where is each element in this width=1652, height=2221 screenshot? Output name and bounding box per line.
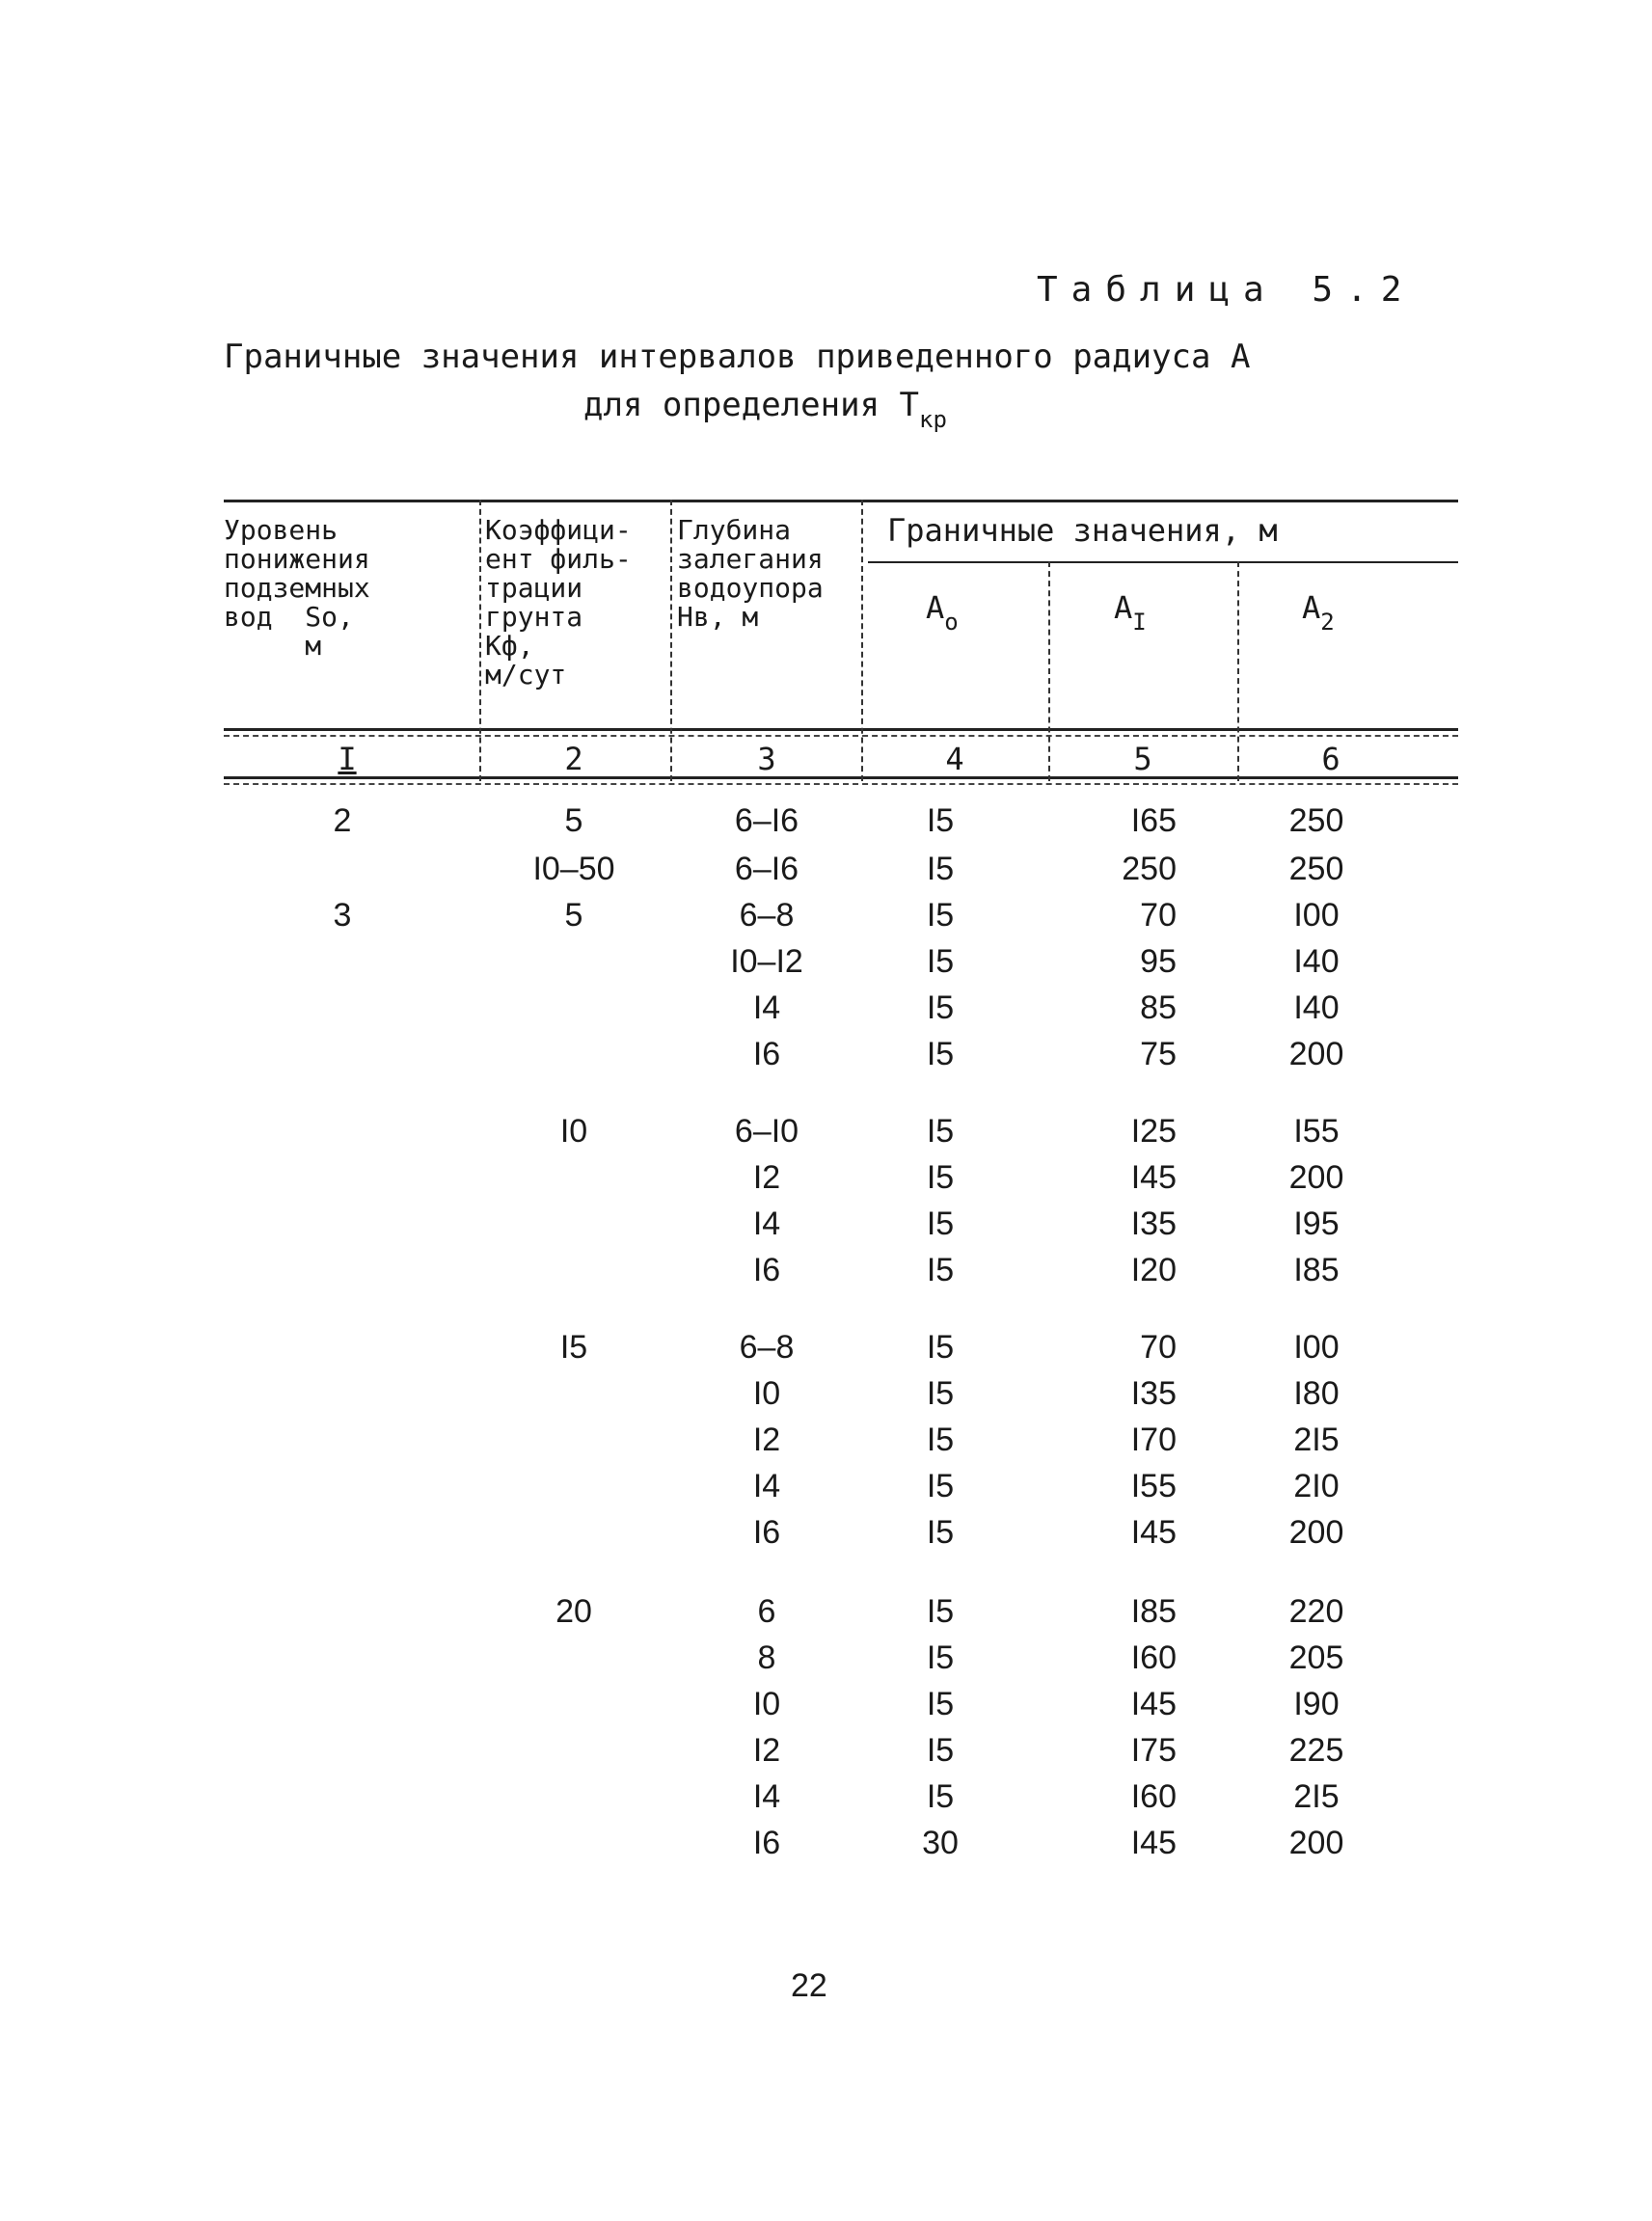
header-boundary-values: Граничные значения, м <box>887 512 1278 549</box>
cell-depth: I4 <box>752 1778 781 1815</box>
cell-depth: I4 <box>752 989 781 1026</box>
cell-a0: I5 <box>926 1778 955 1815</box>
cell-depth: I4 <box>752 1205 781 1242</box>
cell-filtration: 5 <box>564 897 583 934</box>
colnum-bottom-rule <box>224 776 1458 779</box>
cell-depth: I0–I2 <box>730 943 803 980</box>
cell-a2: 200 <box>1288 1514 1344 1551</box>
header-bottom-rule-2 <box>224 735 1458 737</box>
vrule-1 <box>479 500 481 781</box>
cell-a2: I85 <box>1293 1252 1340 1288</box>
colnum-3: 3 <box>757 741 776 777</box>
cell-a1: 75 <box>1140 1036 1177 1072</box>
title-prefix: для определения Т <box>583 386 919 424</box>
header-depth: Глубина залегания водоупора Нв, м <box>677 514 824 633</box>
cell-depth: I6 <box>752 1825 781 1861</box>
colnum-6: 6 <box>1321 741 1341 777</box>
cell-a0: I5 <box>926 1468 955 1504</box>
cell-a0: I5 <box>926 1514 955 1551</box>
cell-a0: I5 <box>926 1375 955 1412</box>
cell-a0: I5 <box>926 1205 955 1242</box>
cell-a1: I65 <box>1130 802 1177 839</box>
table-title-line2 <box>583 386 947 433</box>
cell-depth: 6–I6 <box>734 851 799 887</box>
cell-a0: 30 <box>922 1825 959 1861</box>
cell-a0: I5 <box>926 1422 955 1458</box>
cell-a1: I60 <box>1130 1778 1177 1815</box>
cell-a0: I5 <box>926 1252 955 1288</box>
cell-a1: 70 <box>1140 897 1177 934</box>
cell-filtration: 20 <box>555 1593 592 1630</box>
cell-a0: I5 <box>926 1593 955 1630</box>
cell-depth: 8 <box>757 1639 776 1676</box>
title-subscript: кр <box>919 406 947 433</box>
cell-filtration: I0–50 <box>532 851 615 887</box>
cell-a0: I5 <box>926 897 955 934</box>
header-filtration: Коэффици- ент филь- трации грунта Кф, м/сут <box>485 514 632 691</box>
vrule-4 <box>1048 561 1050 781</box>
header-a1: $А_I$ <box>1114 589 1147 636</box>
cell-depth: 6–I6 <box>734 802 799 839</box>
cell-filtration: 5 <box>564 802 583 839</box>
cell-a2: 200 <box>1288 1825 1344 1861</box>
table-top-rule <box>224 500 1458 502</box>
cell-a2: 220 <box>1288 1593 1344 1630</box>
cell-a1: 85 <box>1140 989 1177 1026</box>
cell-a1: I35 <box>1130 1375 1177 1412</box>
cell-a2: 200 <box>1288 1036 1344 1072</box>
header-a2: $А_2$ <box>1302 589 1335 636</box>
cell-a1: 250 <box>1122 851 1177 887</box>
cell-filtration: I5 <box>559 1329 588 1366</box>
cell-a0: I5 <box>926 1639 955 1676</box>
cell-depth: 6–8 <box>739 897 795 934</box>
table-title: Граничные значения интервалов приведенного радиуса А <box>224 338 1251 376</box>
cell-a2: I55 <box>1293 1113 1340 1150</box>
cell-a1: I25 <box>1130 1113 1177 1150</box>
cell-depth: I2 <box>752 1159 781 1196</box>
colnum-4: 4 <box>945 741 964 777</box>
colnum-1: I <box>338 741 357 777</box>
cell-a0: I5 <box>926 1036 955 1072</box>
cell-a0: I5 <box>926 851 955 887</box>
table-label: Таблица 5.2 <box>1037 270 1416 310</box>
colnum-2: 2 <box>564 741 583 777</box>
header-level: Уровень понижения подземных вод So, м <box>224 514 370 662</box>
cell-a1: I85 <box>1130 1593 1177 1630</box>
cell-a2: 200 <box>1288 1159 1344 1196</box>
cell-a1: I60 <box>1130 1639 1177 1676</box>
cell-a2: 2I5 <box>1293 1422 1340 1458</box>
cell-depth: 6–8 <box>739 1329 795 1366</box>
cell-a1: I20 <box>1130 1252 1177 1288</box>
cell-depth: 6–I0 <box>734 1113 799 1150</box>
cell-a0: I5 <box>926 989 955 1026</box>
cell-a1: I45 <box>1130 1159 1177 1196</box>
cell-a2: 250 <box>1288 802 1344 839</box>
cell-level: 3 <box>333 897 352 934</box>
cell-depth: I4 <box>752 1468 781 1504</box>
cell-a1: I70 <box>1130 1422 1177 1458</box>
colnum-bottom-rule-2 <box>224 783 1458 785</box>
cell-a2: 2I0 <box>1293 1468 1340 1504</box>
cell-a1: I35 <box>1130 1205 1177 1242</box>
cell-depth: 6 <box>757 1593 776 1630</box>
cell-filtration: I0 <box>559 1113 588 1150</box>
cell-a1: I75 <box>1130 1732 1177 1769</box>
cell-a2: 2I5 <box>1293 1778 1340 1815</box>
cell-a0: I5 <box>926 1113 955 1150</box>
cell-a2: 205 <box>1288 1639 1344 1676</box>
header-a0: $А_о$ <box>926 589 959 636</box>
cell-a1: 70 <box>1140 1329 1177 1366</box>
vrule-5 <box>1237 561 1239 781</box>
cell-a0: I5 <box>926 1732 955 1769</box>
cell-a0: I5 <box>926 1686 955 1722</box>
cell-a2: I40 <box>1293 943 1340 980</box>
cell-a0: I5 <box>926 1159 955 1196</box>
cell-depth: I6 <box>752 1514 781 1551</box>
page-number: 22 <box>791 1967 827 2004</box>
cell-a2: I80 <box>1293 1375 1340 1412</box>
cell-a2: 225 <box>1288 1732 1344 1769</box>
header-bottom-rule <box>224 728 1458 731</box>
cell-a1: I45 <box>1130 1686 1177 1722</box>
cell-a2: I00 <box>1293 897 1340 934</box>
cell-a2: I40 <box>1293 989 1340 1026</box>
vrule-2 <box>670 500 672 781</box>
cell-a1: I55 <box>1130 1468 1177 1504</box>
cell-depth: I6 <box>752 1036 781 1072</box>
cell-depth: I0 <box>752 1686 781 1722</box>
cell-a2: I95 <box>1293 1205 1340 1242</box>
cell-a2: I90 <box>1293 1686 1340 1722</box>
cell-a0: I5 <box>926 802 955 839</box>
group-header-rule <box>868 561 1458 563</box>
cell-depth: I2 <box>752 1732 781 1769</box>
vrule-3 <box>861 500 863 781</box>
cell-depth: I0 <box>752 1375 781 1412</box>
cell-depth: I6 <box>752 1252 781 1288</box>
cell-a1: I45 <box>1130 1514 1177 1551</box>
cell-depth: I2 <box>752 1422 781 1458</box>
cell-a1: I45 <box>1130 1825 1177 1861</box>
cell-a0: I5 <box>926 1329 955 1366</box>
cell-a1: 95 <box>1140 943 1177 980</box>
cell-a2: I00 <box>1293 1329 1340 1366</box>
cell-level: 2 <box>333 802 352 839</box>
cell-a2: 250 <box>1288 851 1344 887</box>
cell-a0: I5 <box>926 943 955 980</box>
colnum-5: 5 <box>1133 741 1152 777</box>
